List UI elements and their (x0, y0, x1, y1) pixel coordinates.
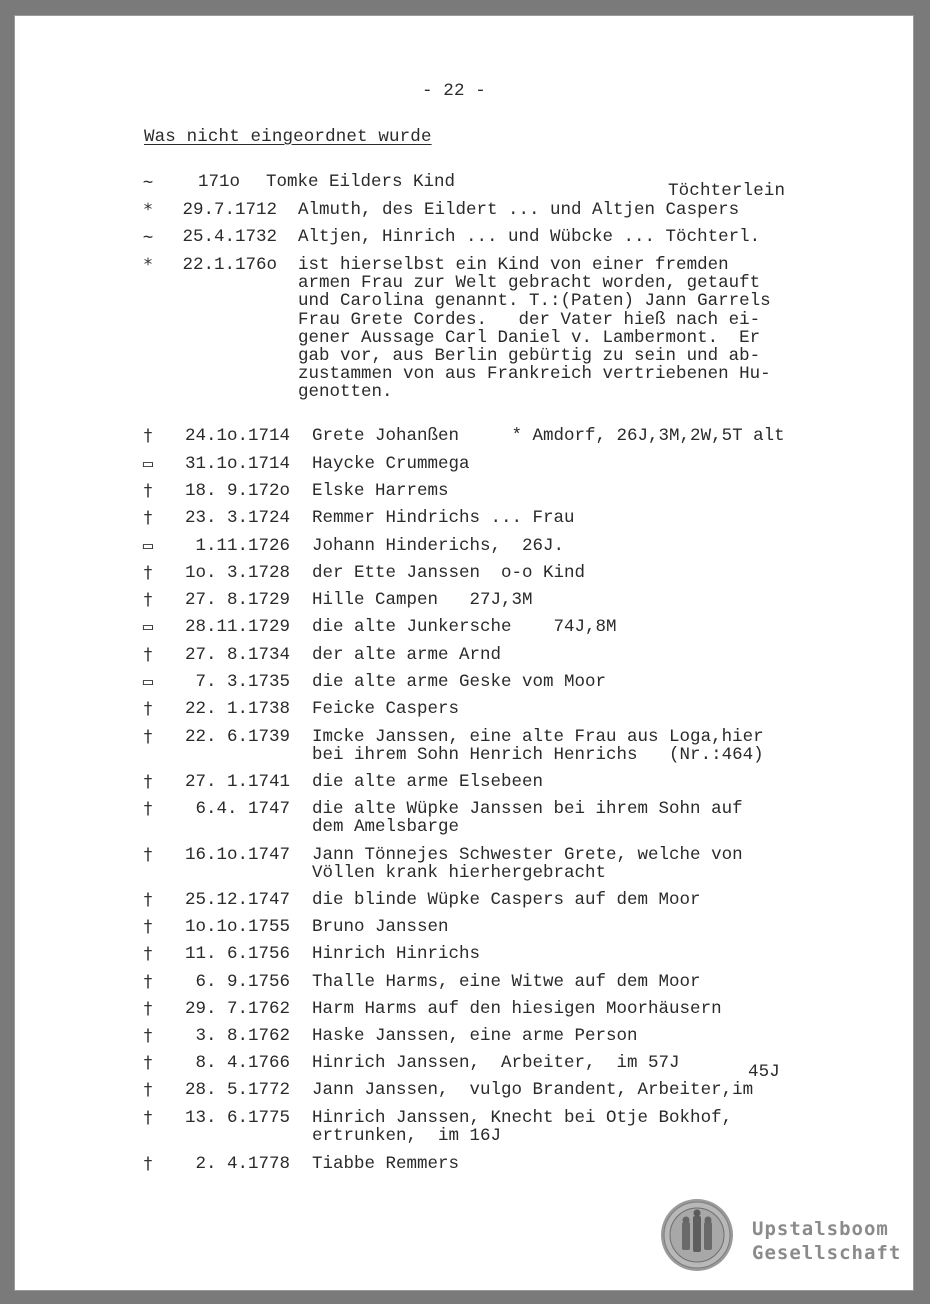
entry-date: 8. 4.1766 (195, 1053, 290, 1073)
entry-text: Haske Janssen, eine arme Person (312, 1026, 638, 1046)
entry-date: 6. 9.1756 (195, 972, 290, 992)
entry-symbol: † (142, 590, 154, 610)
entry-symbol: † (142, 1108, 154, 1128)
entry-text: Elske Harrems (312, 481, 449, 501)
entry-text: Haycke Crummega (312, 454, 470, 474)
logo-line-2: Gesellschaft (752, 1242, 902, 1264)
entry-symbol: † (142, 999, 154, 1019)
entry-text: Jann Janssen, vulgo Brandent, Arbeiter,im (312, 1080, 754, 1100)
entry-text: Bruno Janssen (312, 917, 449, 937)
entry-text: Hinrich Janssen, Knecht bei Otje Bokhof, ertrunken, im 16J (312, 1108, 733, 1147)
entry-text: Hille Campen 27J,3M (312, 590, 533, 610)
entry-date: 1.11.1726 (195, 536, 290, 556)
entry-symbol: ▭ (142, 617, 154, 637)
entry-date: 22. 6.1739 (184, 727, 290, 747)
entry-text: Tomke Eilders Kind (266, 172, 456, 192)
logo-line-1: Upstalsboom (752, 1218, 889, 1240)
entry-symbol: † (142, 845, 154, 865)
page-number: - 22 - (422, 81, 486, 101)
entry-date: 29. 7.1762 (184, 999, 290, 1019)
entry-date: 27. 8.1734 (184, 645, 290, 665)
entry-date: 3. 8.1762 (195, 1026, 290, 1046)
entry-symbol: † (142, 481, 154, 501)
margin-note: Töchterlein (668, 181, 786, 201)
entry-date: 27. 8.1729 (184, 590, 290, 610)
entry-symbol: † (142, 563, 154, 583)
entry-text: der Ette Janssen o-o Kind (312, 563, 586, 583)
entry-symbol: ▭ (142, 672, 154, 692)
entry-symbol: ▭ (142, 536, 154, 556)
entry-symbol: † (142, 799, 154, 819)
entry-symbol: † (142, 972, 154, 992)
entry-date: 7. 3.1735 (195, 672, 290, 692)
entry-date: 6.4. 1747 (195, 799, 290, 819)
entry-date: 171o (197, 172, 240, 192)
entry-symbol: † (142, 890, 154, 910)
entry-text: der alte arme Arnd (312, 645, 502, 665)
entry-date: 22. 1.1738 (184, 699, 290, 719)
entry-text: die alte Wüpke Janssen bei ihrem Sohn auf dem Amelsbarge (312, 799, 743, 838)
entry-symbol: † (142, 426, 154, 446)
entry-date: 13. 6.1775 (184, 1108, 290, 1128)
entry-text: Thalle Harms, eine Witwe auf dem Moor (312, 972, 701, 992)
entry-date: 23. 3.1724 (184, 508, 290, 528)
entry-date: 1o.1o.1755 (184, 917, 290, 937)
entry-symbol: ▭ (142, 454, 154, 474)
entry-text: Hinrich Hinrichs (312, 944, 481, 964)
entry-text: ist hierselbst ein Kind von einer fremden armen Frau zur Welt gebracht worden, getauft und Carolina genannt. T.:(Paten) Jann Garrels Frau Grete Cordes. der Vater hieß nach ei- gener Aussage Carl Daniel v. Lambermont. Er gab vor, aus Berlin gebürtig zu sein und ab- zustammen von aus Frankreich vertriebenen Hu- genotten. (298, 255, 771, 403)
entry-symbol: * (142, 255, 154, 275)
entry-date: 1o. 3.1728 (184, 563, 290, 583)
entry-text: Almuth, des Eildert ... und Altjen Caspers (298, 200, 740, 220)
entry-date: 29.7.1712 (182, 200, 277, 220)
entry-text: Johann Hinderichs, 26J. (312, 536, 565, 556)
entry-text: Imcke Janssen, eine alte Frau aus Loga,hier bei ihrem Sohn Henrich Henrichs (Nr.:464) (312, 727, 764, 766)
entry-text: Harm Harms auf den hiesigen Moorhäusern (312, 999, 722, 1019)
entry-date: 16.1o.1747 (184, 845, 290, 865)
entry-symbol: ~ (142, 227, 154, 247)
entry-symbol: † (142, 1154, 154, 1174)
seal-icon (660, 1198, 734, 1272)
entry-symbol: † (142, 944, 154, 964)
section-title: Was nicht eingeordnet wurde (144, 127, 432, 147)
entry-text: die blinde Wüpke Caspers auf dem Moor (312, 890, 701, 910)
entry-symbol: * (142, 200, 154, 220)
entry-date: 22.1.176o (182, 255, 277, 275)
entry-date: 28. 5.1772 (184, 1080, 290, 1100)
entry-symbol: ~ (142, 172, 154, 192)
entry-text: Feicke Caspers (312, 699, 460, 719)
entry-date: 11. 6.1756 (184, 944, 290, 964)
entry-symbol: † (142, 645, 154, 665)
entry-symbol: † (142, 1053, 154, 1073)
entry-date: 31.1o.1714 (184, 454, 290, 474)
entry-text: Hinrich Janssen, Arbeiter, im 57J (312, 1053, 680, 1073)
entry-symbol: † (142, 1080, 154, 1100)
entry-text: Remmer Hindrichs ... Frau (312, 508, 575, 528)
entry-symbol: † (142, 1026, 154, 1046)
entry-symbol: † (142, 772, 154, 792)
margin-note-age: 45J (748, 1062, 780, 1082)
entry-text: die alte arme Geske vom Moor (312, 672, 607, 692)
entry-text: Altjen, Hinrich ... und Wübcke ... Töchterl. (298, 227, 761, 247)
entry-text: Grete Johanßen * Amdorf, 26J,3M,2W,5T alt (312, 426, 785, 446)
entry-symbol: † (142, 699, 154, 719)
entry-symbol: † (142, 917, 154, 937)
entry-date: 27. 1.1741 (184, 772, 290, 792)
entry-date: 18. 9.172o (184, 481, 290, 501)
entry-date: 24.1o.1714 (184, 426, 290, 446)
entry-text: die alte Junkersche 74J,8M (312, 617, 617, 637)
entry-text: Jann Tönnejes Schwester Grete, welche von Völlen krank hierhergebracht (312, 845, 743, 884)
entry-date: 2. 4.1778 (195, 1154, 290, 1174)
entry-symbol: † (142, 727, 154, 747)
entry-text: Tiabbe Remmers (312, 1154, 460, 1174)
entry-date: 25.12.1747 (184, 890, 290, 910)
entry-text: die alte arme Elsebeen (312, 772, 544, 792)
entry-date: 28.11.1729 (184, 617, 290, 637)
society-logo-text (752, 1217, 901, 1265)
entry-date: 25.4.1732 (182, 227, 277, 247)
entry-symbol: † (142, 508, 154, 528)
